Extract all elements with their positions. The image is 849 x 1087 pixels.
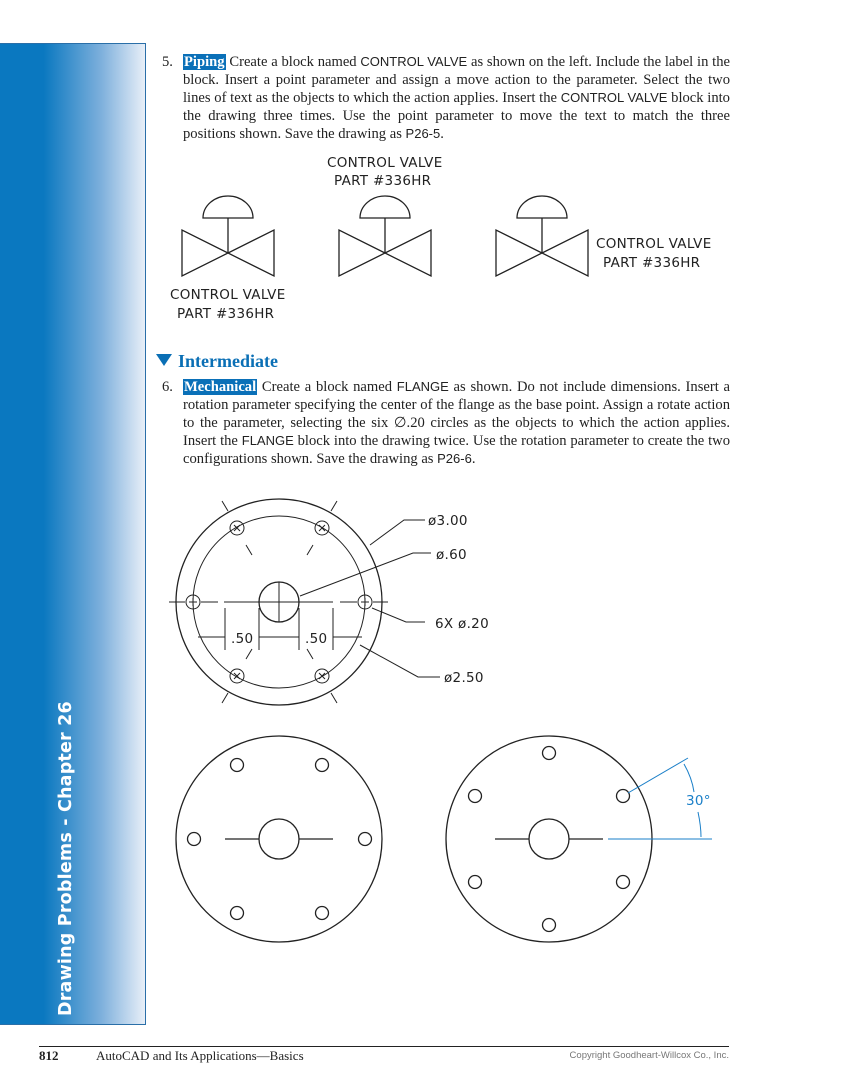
- file-name: P26-5: [405, 126, 441, 141]
- dim-bolt-circle: ø2.50: [444, 670, 484, 686]
- problem-number: 6.: [162, 379, 173, 395]
- block-name: CONTROL VALVE: [560, 90, 668, 105]
- flange-dimensioned: [169, 499, 489, 705]
- valve-label: CONTROL VALVE: [170, 287, 286, 303]
- text: as shown on the left. Include the label in the block. Insert a point parameter and assign a move action to the parameter. Select the two lines of text as the objects to which the action applies. Insert the: [183, 54, 730, 106]
- sidebar-title: Drawing Problems - Chapter 26: [56, 701, 76, 1016]
- file-name: P26-6: [437, 451, 472, 466]
- heading-text: Intermediate: [178, 351, 278, 371]
- dim-hole-diameter: 6X ø.20: [435, 616, 489, 632]
- dim-center-diameter: ø.60: [436, 547, 467, 563]
- flange-configuration-1: [176, 736, 382, 942]
- page-number: 812: [39, 1048, 59, 1063]
- text: block into the drawing twice. Use the rotation parameter to create the two configurations shown. Save the drawing as: [183, 433, 730, 467]
- dim-right: .50: [305, 631, 328, 647]
- text: Create a block named: [225, 54, 361, 70]
- block-name: FLANGE: [241, 433, 294, 448]
- flange-configuration-2: [446, 736, 712, 942]
- valve-drawing-3: [496, 196, 712, 276]
- copyright: Copyright Goodheart-Willcox Co., Inc.: [569, 1050, 729, 1061]
- book-title: AutoCAD and Its Applications—Basics: [96, 1048, 304, 1063]
- text: .: [471, 451, 476, 467]
- valve-part: PART #336HR: [177, 306, 275, 322]
- text: Create a block named: [257, 379, 397, 395]
- category-tag: Piping: [184, 54, 225, 70]
- problem-number: 5.: [162, 54, 173, 70]
- text: as shown. Do not include dimensions. Insert a rotation parameter specifying the center of the flange as the base point. Assign a rotate action to the parameter, selecting the six ∅.20 circles as the objects to which the action applies. Insert the: [183, 379, 730, 449]
- valve-label: CONTROL VALVE: [327, 155, 443, 171]
- valve-drawing-2: [327, 155, 443, 276]
- block-name: FLANGE: [396, 379, 449, 394]
- text: block into the drawing three times. Use the point parameter to move the text to match the three positions shown. Save the drawing as: [183, 90, 730, 142]
- dim-angle: 30°: [686, 793, 711, 809]
- valve-part: PART #336HR: [334, 173, 432, 189]
- category-tag: Mechanical: [184, 379, 257, 395]
- block-name: CONTROL VALVE: [360, 54, 468, 69]
- valve-label: CONTROL VALVE: [596, 236, 712, 252]
- text: .: [440, 126, 444, 142]
- valve-drawing-1: [170, 196, 286, 322]
- dim-left: .50: [231, 631, 254, 647]
- footer-rule: [39, 1046, 729, 1047]
- valve-part: PART #336HR: [603, 255, 701, 271]
- dim-outer-diameter: ø3.00: [428, 513, 468, 529]
